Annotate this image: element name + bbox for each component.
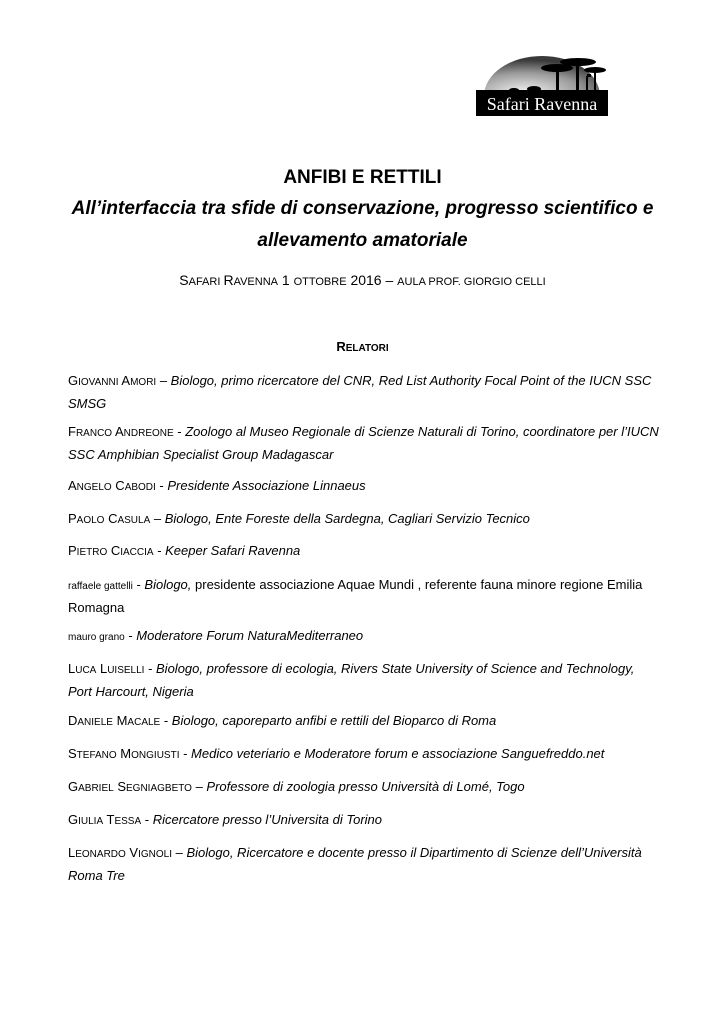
separator: - [132,577,145,592]
safari-ravenna-logo [474,52,610,118]
speaker-item [68,710,660,733]
speaker-name: STEFANO MONGIUSTI [68,746,180,761]
speaker-role: Biologo, [144,577,192,592]
speaker-name: PAOLO CASULA [68,511,151,526]
separator: - [179,746,192,761]
speaker-item [68,540,660,563]
speaker-name: FRANCO ANDREONE [68,424,174,439]
speaker-name: LEONARDO VIGNOLI [68,845,172,860]
speaker-role: Zoologo al Museo Regionale di Scienze Naturali di Torino, coordinatore per l’IUCN SSC Amphibian Specialist Group Madagascar [68,424,659,462]
speaker-item [68,776,660,799]
separator: - [153,543,166,558]
separator: – [172,845,187,860]
separator: - [144,661,157,676]
speaker-role: Biologo, primo ricercatore del CNR, Red List Authority Focal Point of the IUCN SSC SMSG [68,373,652,411]
speaker-role: Presidente Associazione Linnaeus [167,478,366,493]
section-heading-relatori [0,337,725,359]
heading-part: ELATORI [345,343,389,354]
speaker-name: mauro grano [68,632,125,643]
heading-part: R [336,339,346,354]
speaker-name: ANGELO CABODI [68,478,156,493]
venue-part: 2016 – [346,272,398,288]
speaker-role: Biologo, caporeparto anfibi e rettili del Bioparco di Roma [171,713,497,728]
speaker-item [68,842,660,886]
speaker-item [68,475,660,498]
savanna-silhouette-icon [474,52,610,96]
speaker-role: Biologo, Ente Foreste della Sardegna, Cagliari Servizio Tecnico [164,511,530,526]
speaker-item [68,658,660,702]
separator: – [156,373,171,388]
separator: - [155,478,168,493]
speaker-name: GIOVANNI AMORI [68,373,157,388]
venue-part: 1 [278,272,294,288]
speaker-role: Professore di zoologia presso Università di Lomé, Togo [206,779,525,794]
page-subtitle: All’interfaccia tra sfide di conservazione, progresso scientifico e allevamento amatoriale [71,198,654,251]
speaker-item [68,421,660,465]
speaker-item [68,809,660,832]
speaker-role: Keeper Safari Ravenna [165,543,301,558]
venue-part: AFARI [188,276,224,288]
venue-part: AULA PROF. GIORGIO CELLI [397,276,546,288]
venue-part: AVENNA [233,276,278,288]
speaker-role: Ricercatore presso l’Universita di Torino [152,812,382,827]
separator: - [124,628,137,643]
speaker-name: DANIELE MACALE [68,713,161,728]
venue-part: S [179,272,189,288]
speaker-role-extra: presidente associazione Aquae Mundi , referente fauna minore regione Emilia Romagna [68,577,643,615]
speaker-role: Moderatore Forum NaturaMediterraneo [136,628,364,643]
speaker-item [68,508,660,531]
speaker-item [68,625,660,648]
speaker-name: GABRIEL SEGNIAGBETO [68,779,192,794]
speaker-name: LUCA LUISELLI [68,661,145,676]
separator: – [150,511,165,526]
separator: - [160,713,172,728]
separator: – [191,779,207,794]
speaker-name: raffaele gattelli [68,581,133,592]
page-title: ANFIBI E RETTILI [283,167,442,188]
separator: - [141,812,153,827]
speaker-item [68,743,660,766]
separator: - [173,424,186,439]
speaker-item [68,370,660,414]
venue-part: R [223,272,234,288]
venue-part: OTTOBRE [293,276,347,288]
speaker-item [68,574,660,618]
speaker-role: Medico veteriario e Moderatore forum e associazione Sanguefreddo.net [191,746,605,761]
speaker-name: PIETRO CIACCIA [68,543,154,558]
speaker-name: GIULIA TESSA [68,812,142,827]
speaker-role: Biologo, Ricercatore e docente presso il Dipartimento di Scienze dell’Università Roma Tre [68,845,642,883]
logo-text: Safari Ravenna [476,93,608,116]
speaker-role: Biologo, professore di ecologia, Rivers State University of Science and Technology, Port Harcourt, Nigeria [68,661,635,699]
event-venue [0,270,725,292]
